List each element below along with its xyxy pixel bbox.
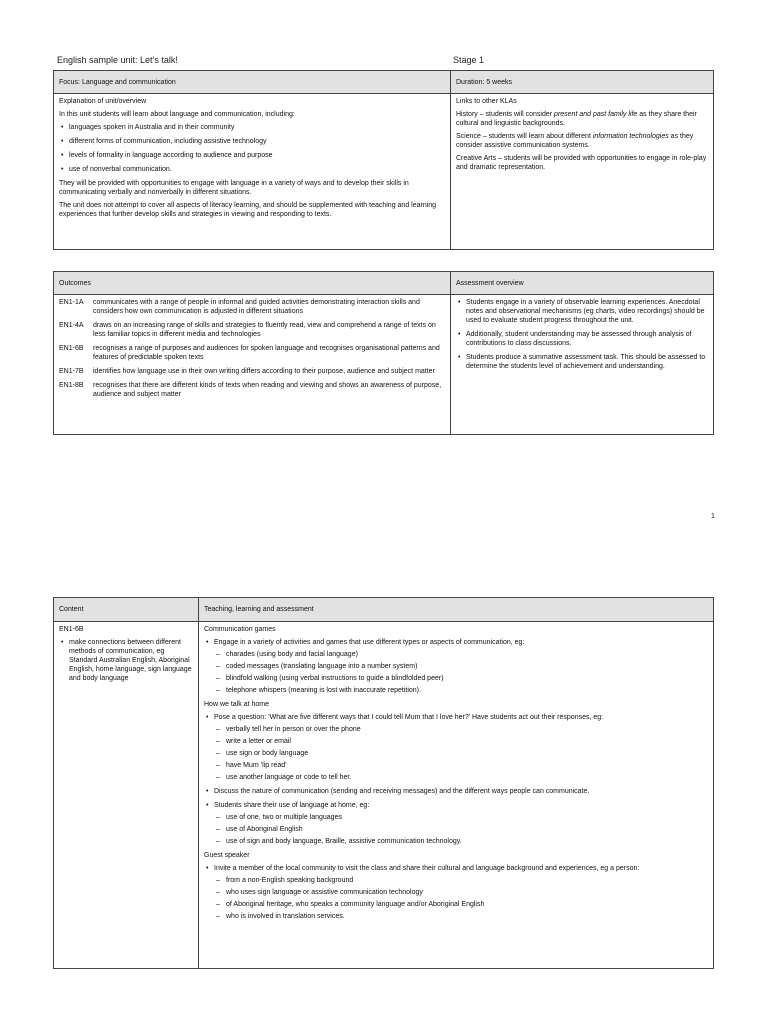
duration-heading: Duration: 5 weeks [451,71,714,94]
overview-list [59,123,445,174]
guest-sublist [214,876,708,921]
home-list [204,713,708,846]
outcome-code: EN1-7B [59,368,84,375]
list-item: • Pose a question: ‘What are five different ways that I could tell Mum that I love her?’ Have students act out their responses, eg: – verbally tell her in person or over the phone – write a letter or email – use sign or body language – have Mum ‘lip read’ – use another language or code to tell her. [214,713,708,782]
outcome-text: draws on an increasing range of skills and strategies to fluently read, view and comprehend a range of texts on less familiar topics in different media and technologies [93,322,436,338]
teaching-heading: Teaching, learning and assessment [199,598,714,622]
list-item: – use of Aboriginal English [226,825,708,834]
list-item: – write a letter or email [226,737,708,746]
list-item: • Students produce a summative assessment task. This should be assessed to determine the students level of achievement and understanding. [466,353,708,371]
list-item: – telephone whispers (meaning is lost with inaccurate repetition). [226,686,708,695]
content-heading: Content [54,598,199,622]
document-title: English sample unit: Let’s talk! [57,55,178,65]
list-item: – who is involved in translation services. [226,912,708,921]
overview-paragraph: They will be provided with opportunities to engage with language in a variety of ways and to develop their skills in communicating verbally and nonverbally in different situations. [59,180,409,196]
list-item: • levels of formality in language according to audience and purpose [69,151,445,160]
section-title: Guest speaker [204,852,250,859]
list-item: • different forms of communication, including assistive technology [69,137,445,146]
outcome-row [59,381,445,399]
outcome-text: identifies how language use in their own writing differs according to their purpose, audience and subject matter [93,368,435,375]
list-item: – coded messages (translating language into a number system) [226,662,708,671]
overview-intro: In this unit students will learn about language and communication, including: [59,111,295,118]
page-number: 1 [711,513,715,520]
list-item: • Invite a member of the local community to visit the class and share their cultural and language background and experiences, eg a person: – from a non-English speaking background – who uses sign language or assistive communication technology – of Aboriginal heritage, who speaks a community language and/or Aboriginal English – who is involved in translation services. [214,864,708,921]
list-item: – from a non-English speaking background [226,876,708,885]
list-item: – who uses sign language or assistive communication technology [226,888,708,897]
outcome-row [59,344,445,362]
list-item: – have Mum ‘lip read’ [226,761,708,770]
list-item: – use of one, two or multiple languages [226,813,708,822]
list-item: • Discuss the nature of communication (sending and receiving messages) and the different ways people can communicate. [214,787,708,796]
guest-list [204,864,708,921]
list-item: • use of nonverbal communication. [69,165,445,174]
unit-overview-table [53,70,714,250]
links-arts: Creative Arts – students will be provided with opportunities to engage in role-play and dramatic representation. [456,155,707,171]
outcome-code: EN1-6B [59,345,84,352]
outcome-text: recognises a range of purposes and audiences for spoken language and recognises organisational patterns and features of predictable spoken texts [93,345,440,361]
outcome-code: EN1-8B [59,382,84,389]
links-title: Links to other KLAs [456,98,517,105]
outcome-text: communicates with a range of people in informal and guided activities demonstrating interaction skills and considers how own communication is adjusted in different situations [93,299,420,315]
outcome-row [59,367,445,376]
home-sublist [214,813,708,846]
outcome-row [59,321,445,339]
overview-cell [54,94,451,250]
teaching-cell [199,622,714,969]
outcomes-table [53,271,714,435]
games-sublist [214,650,708,695]
list-item: • Additionally, student understanding may be assessed through analysis of contributions to class discussions. [466,330,708,348]
outcome-code: EN1-1A [59,299,84,306]
overview-paragraph: The unit does not attempt to cover all aspects of literacy learning, and should be supplemented with teaching and learning experiences that further develop skills and strategies in viewing and responding to texts. [59,202,437,218]
content-table [53,597,714,969]
list-item: – use another language or code to tell her. [226,773,708,782]
focus-heading: Focus: Language and communication [54,71,451,94]
overview-title: Explanation of unit/overview [59,98,147,105]
outcomes-heading: Outcomes [54,272,451,295]
assessment-cell [451,295,714,435]
list-item: – verbally tell her in person or over the phone [226,725,708,734]
list-item: • make connections between different methods of communication, eg Standard Australian English, Aboriginal English, home language, sign language and body language [69,638,193,683]
list-item: – blindfold walking (using verbal instructions to guide a blindfolded peer) [226,674,708,683]
list-item: – charades (using body and facial language) [226,650,708,659]
links-history: History – students will consider present and past family life as they share their cultural and linguistic backgrounds. [456,111,697,127]
content-code: EN1-6B [59,626,84,633]
outcome-row [59,298,445,316]
outcomes-cell [54,295,451,435]
section-title: How we talk at home [204,701,269,708]
assessment-heading: Assessment overview [451,272,714,295]
list-item: • languages spoken in Australia and in their community [69,123,445,132]
list-item: – use sign or body language [226,749,708,758]
outcome-text: recognises that there are different kinds of texts when reading and viewing and shows an awareness of purpose, audience and subject matter [93,382,442,398]
home-sublist [214,725,708,782]
list-item: – use of sign and body language, Braille, assistive communication technology. [226,837,708,846]
games-list [204,638,708,695]
links-science: Science – students will learn about different information technologies as they consider assistive communication systems. [456,133,694,149]
content-list [59,638,193,683]
outcome-code: EN1-4A [59,322,84,329]
stage-label: Stage 1 [453,55,485,65]
assessment-list [456,298,708,371]
list-item: • Students engage in a variety of observable learning experiences. Anecdotal notes and observational mechanisms (eg charts, video recordings) should be used to evaluate student progress throughout the unit. [466,298,708,325]
section-title: Communication games [204,626,276,633]
content-cell [54,622,199,969]
list-item: • Engage in a variety of activities and games that use different types or aspects of communication, eg: – charades (using body and facial language) – coded messages (translating language into a number system) – blindfold walking (using verbal instructions to guide a blindfolded peer) – telephone whispers (meaning is lost with inaccurate repetition). [214,638,708,695]
list-item: – of Aboriginal heritage, who speaks a community language and/or Aboriginal English [226,900,708,909]
list-item: • Students share their use of language at home, eg: – use of one, two or multiple languages – use of Aboriginal English – use of sign and body language, Braille, assistive communication technology. [214,801,708,846]
links-cell [451,94,714,250]
